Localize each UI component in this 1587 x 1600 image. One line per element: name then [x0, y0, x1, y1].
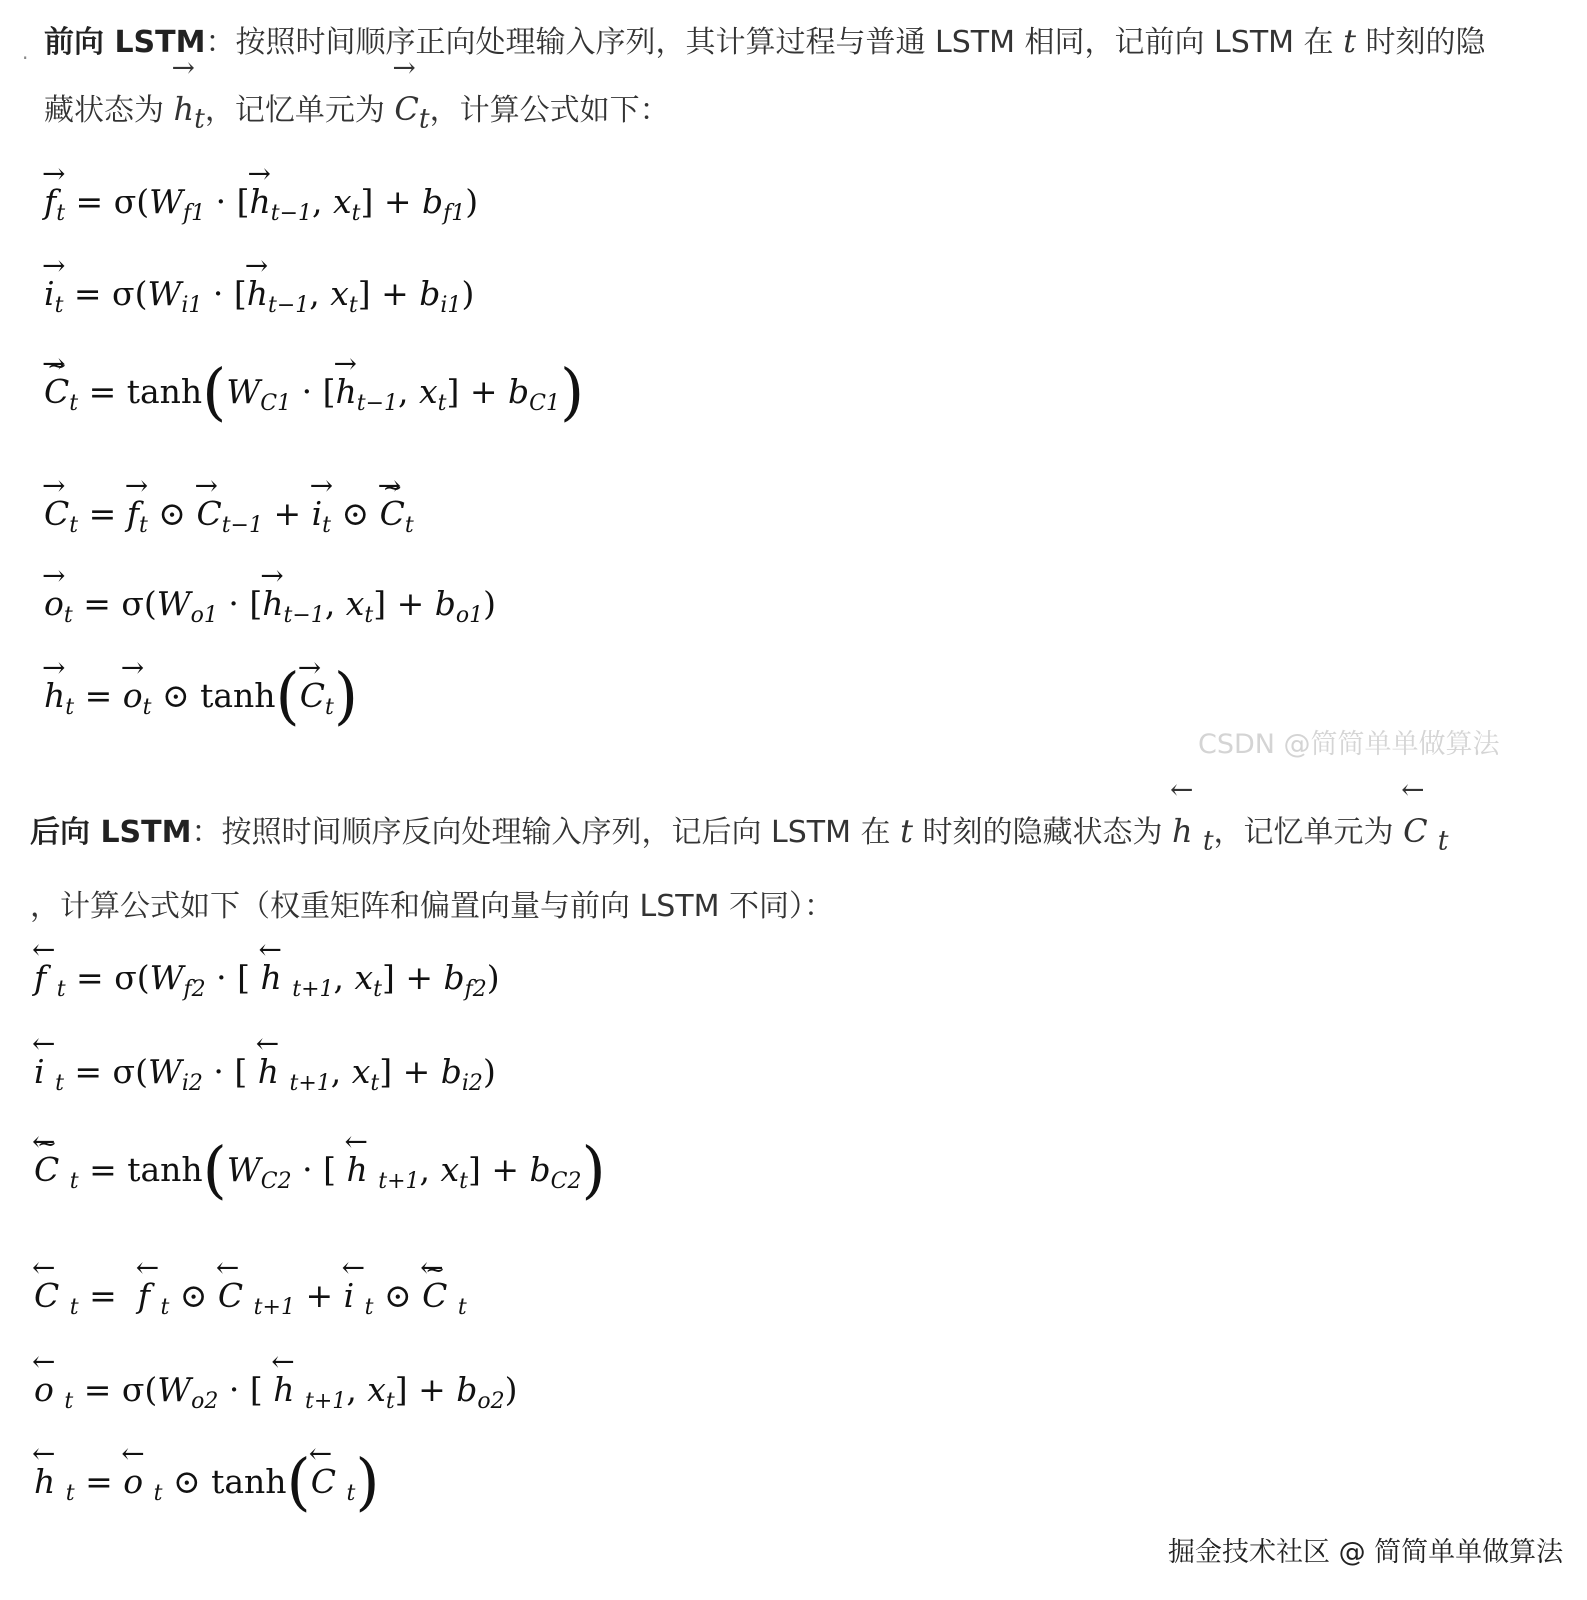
backward-desc-var-t: t — [900, 812, 913, 850]
forward-desc-var-t: t — [1343, 22, 1356, 60]
backward-desc-part1: ：按照时间顺序反向处理输入序列，记后向 LSTM 在 — [191, 815, 891, 850]
forward-desc-part2: 时刻的隐 — [1365, 25, 1486, 60]
forward-lstm-heading: 前向 LSTM — [44, 25, 206, 60]
forward-forget-gate-equation: → $f_t = \sigma(W_{f1}$ · [→ $h_{t-1}$, $x_t] + b_{f1}$) — [44, 182, 478, 226]
forward-hidden-state-symbol: → $h_t$ — [174, 90, 205, 128]
backward-lstm-heading: 后向 LSTM — [30, 815, 192, 850]
backward-candidate-cell-equation: ← C ~ $_t = \tanh(W_{C2}$ · [ ← h $_{t+1}$, $x_t] + b_{C2}$) — [34, 1150, 606, 1194]
forward-desc-part4: ，记忆单元为 — [204, 93, 385, 128]
backward-forget-gate-equation: ← f $_t = \sigma(W_{f2}$ · [ ← h $_{t+1}$, $x_t] + b_{f2}$) — [34, 958, 500, 1002]
backward-input-gate-equation: ← i $_t = \sigma(W_{i2}$ · [ ← h $_{t+1}$, $x_t] + b_{i2}$) — [34, 1052, 496, 1096]
csdn-watermark: CSDN @简简单单做算法 — [1198, 729, 1500, 760]
forward-cell-state-symbol: → $C_t$ — [394, 90, 429, 128]
forward-hidden-state-equation: → $h_t$ = → $o_t$ ⊙ $\tanh(\to C_t)$ — [44, 676, 358, 720]
forward-cell-state-equation: → $C_t$ = → $f_t$ ⊙ → $C_{t-1}$ + → $i_t$ ⊙ → C $\sim_t$ — [44, 494, 414, 538]
forward-desc-part5: ，计算公式如下： — [429, 93, 670, 128]
backward-desc-part2: 时刻的隐藏状态为 — [922, 815, 1163, 850]
juejin-watermark: 掘金技术社区 @ 简简单单做算法 — [1168, 1537, 1564, 1568]
forward-output-gate-equation: → $o_t = \sigma(W_{o1}$ · [→ $h_{t-1}$, $x_t] + b_{o1}$) — [44, 584, 496, 628]
forward-desc-part1: ：按照时间顺序正向处理输入序列，其计算过程与普通 LSTM 相同，记前向 LSTM 在 — [205, 25, 1334, 60]
backward-hidden-state-symbol: ← h $_t$ — [1172, 812, 1214, 850]
forward-input-gate-equation: → $i_t = \sigma(W_{i1}$ · [→ $h_{t-1}$, $x_t] + b_{i1}$) — [44, 274, 474, 318]
backward-lstm-description — [30, 798, 1520, 940]
bullet-dot: . — [22, 40, 29, 64]
backward-cell-state-equation: ← C $_t$ = ← f $_t$ ⊙ ← C $_{t+1}$ + ← i $_t$ ⊙ ← C ~ $_t$ — [34, 1276, 467, 1320]
backward-cell-state-symbol: ← C $_t$ — [1403, 812, 1448, 850]
backward-hidden-state-equation: ← h $_t$ = ← o $_t$ ⊙ tanh(← C $_t$) — [34, 1462, 380, 1506]
backward-output-gate-equation: ← o $_t = \sigma(W_{o2}$ · [ ← h $_{t+1}$, $x_t] + b_{o2}$) — [34, 1370, 518, 1414]
forward-desc-part3: 藏状态为 — [44, 93, 164, 128]
forward-candidate-cell-equation: → C $\sim_t = \tanh(W_{C1}$ · [→ $h_{t-1}$, $x_t] + b_{C1}$) — [44, 372, 584, 416]
backward-desc-part4: ，计算公式如下（权重矩阵和偏置向量与前向 LSTM 不同）： — [30, 889, 835, 925]
forward-lstm-description — [44, 8, 1534, 152]
backward-desc-part3: ，记忆单元为 — [1213, 815, 1394, 850]
